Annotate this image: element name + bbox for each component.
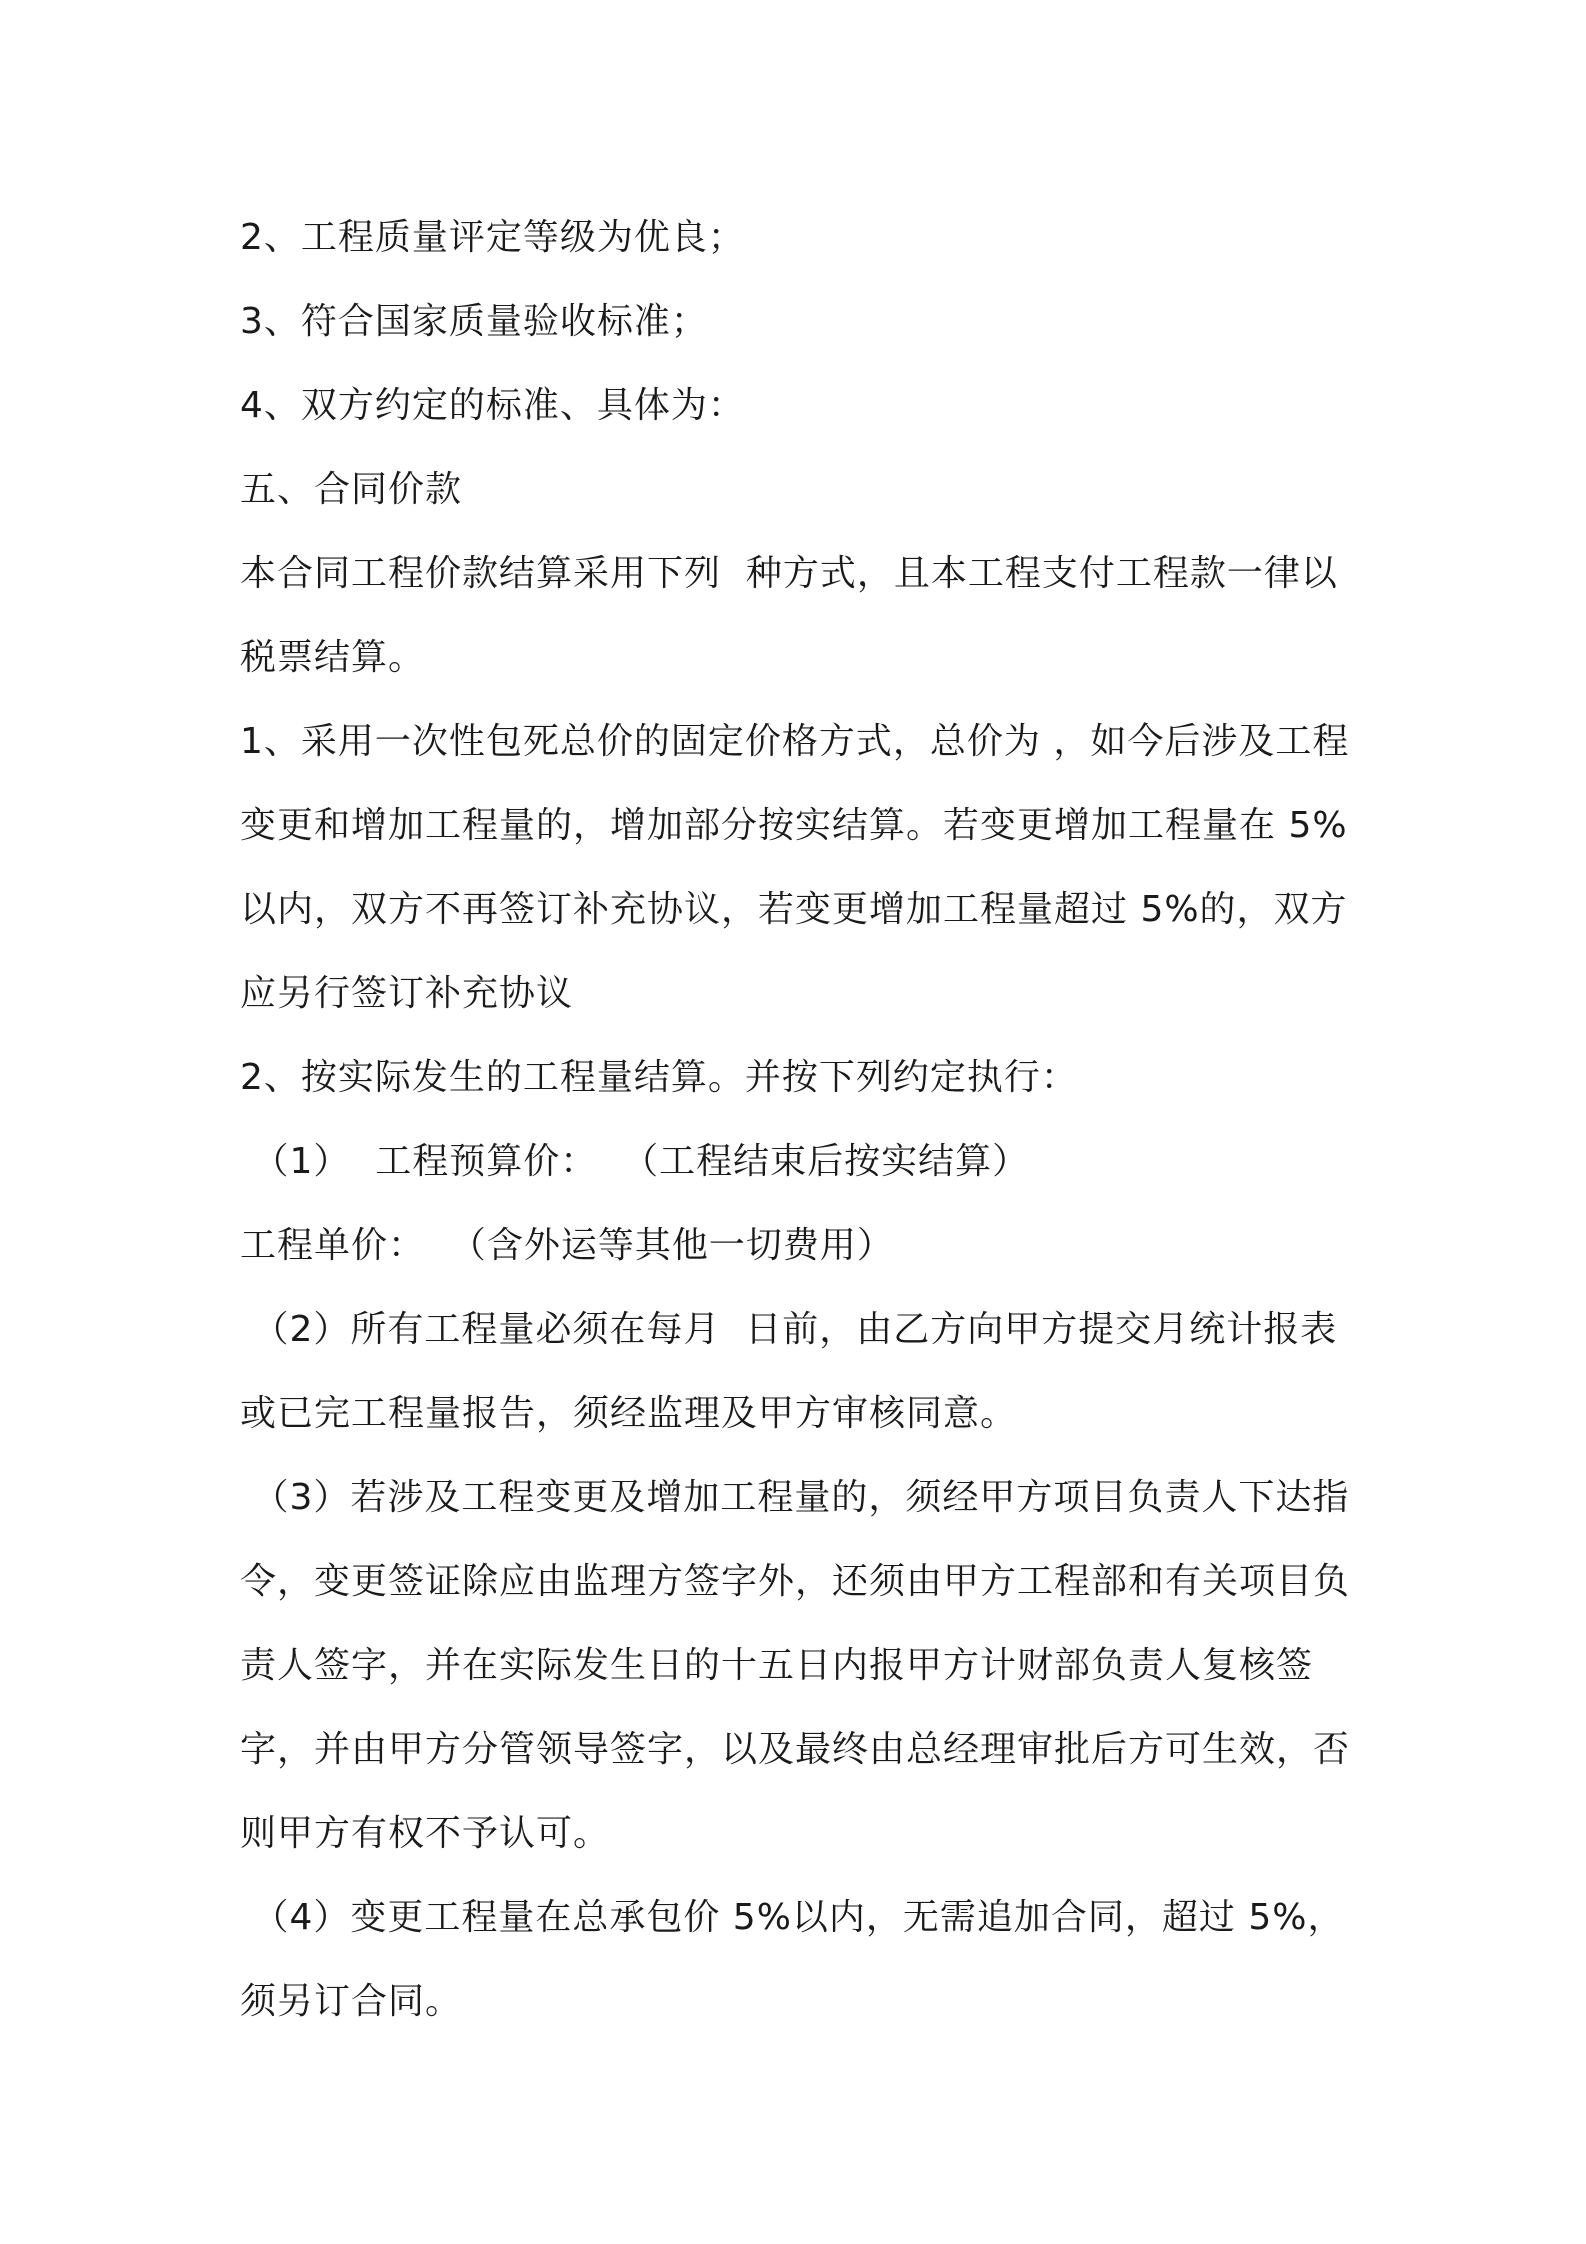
paragraph-budget-price: （1） 工程预算价： （工程结束后按实结算）	[240, 1141, 1030, 1182]
paragraph-quality-grade: 2、工程质量评定等级为优良；	[240, 217, 745, 258]
paragraph-change-threshold: （4）变更工程量在总承包价 5%以内，无需追加合同，超过 5%，须另订合同。	[240, 1897, 1345, 2022]
paragraph-change-approval: （3）若涉及工程变更及增加工程量的，须经甲方项目负责人下达指令，变更签证除应由监理方签字外，还须由甲方工程部和有关项目负责人签字，并在实际发生日的十五日内报甲方计财部负责人复核签字，并由甲方分管领导签字，以及最终由总经理审批后方可生效，否则甲方有权不予认可。	[240, 1477, 1351, 1854]
document-body	[240, 196, 1370, 2044]
paragraph-agreed-standard: 4、双方约定的标准、具体为：	[240, 385, 745, 426]
paragraph-national-standard: 3、符合国家质量验收标准；	[240, 301, 708, 342]
paragraph-settlement-method: 本合同工程价款结算采用下列 种方式，且本工程支付工程款一律以税票结算。	[240, 553, 1338, 678]
paragraph-monthly-report: （2）所有工程量必须在每月 日前，由乙方向甲方提交月统计报表或已完工程量报告，须经监理及甲方审核同意。	[240, 1309, 1338, 1434]
paragraph-unit-price: 工程单价： （含外运等其他一切费用）	[240, 1225, 894, 1266]
paragraph-fixed-price: 1、采用一次性包死总价的固定价格方式，总价为 ，如今后涉及工程变更和增加工程量的，增加部分按实结算。若变更增加工程量在 5%以内，双方不再签订补充协议，若变更增加工程量超过 5%的，双方应另行签订补充协议	[240, 721, 1350, 1014]
paragraph-actual-quantity: 2、按实际发生的工程量结算。并按下列约定执行：	[240, 1057, 1078, 1098]
section-heading-contract-price: 五、合同价款	[240, 469, 463, 510]
